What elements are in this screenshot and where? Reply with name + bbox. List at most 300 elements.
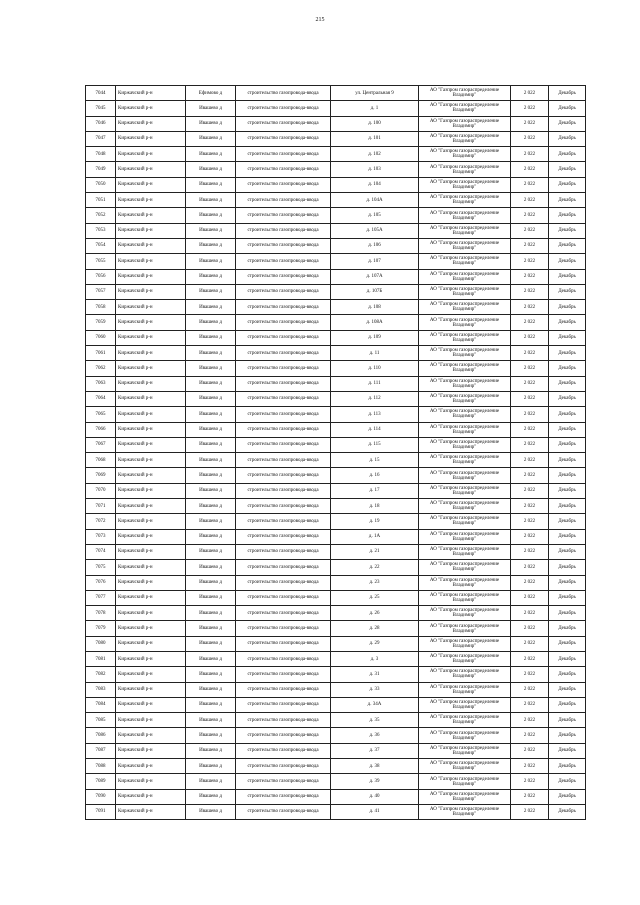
work-type-cell: строительство газопровода-ввода xyxy=(236,529,331,544)
village-cell: Ивашево д xyxy=(186,544,236,559)
village-cell: Ивашево д xyxy=(186,346,236,361)
district-cell: Киржачский р-н xyxy=(116,437,186,452)
work-type-cell: строительство газопровода-ввода xyxy=(236,422,331,437)
district-cell: Киржачский р-н xyxy=(116,514,186,529)
row-number: 7087 xyxy=(86,743,116,758)
work-type-cell: строительство газопровода-ввода xyxy=(236,437,331,452)
table-row xyxy=(86,269,586,284)
village-cell: Ивашево д xyxy=(186,116,236,131)
village-cell: Ивашево д xyxy=(186,667,236,682)
row-number: 7078 xyxy=(86,606,116,621)
village-cell: Ивашево д xyxy=(186,728,236,743)
work-type-cell: строительство газопровода-ввода xyxy=(236,407,331,422)
month-cell: Декабрь xyxy=(549,208,586,223)
address-cell: д. 11 xyxy=(331,346,419,361)
registry-body xyxy=(86,86,586,820)
village-cell: Ивашево д xyxy=(186,177,236,192)
work-type-cell: строительство газопровода-ввода xyxy=(236,284,331,299)
table-row xyxy=(86,346,586,361)
row-number: 7047 xyxy=(86,131,116,146)
address-cell: д. 107 xyxy=(331,254,419,269)
address-cell: д. 107А xyxy=(331,269,419,284)
year-cell: 2 022 xyxy=(511,346,549,361)
table-row xyxy=(86,116,586,131)
organization-cell: АО "Газпром газораспределение Владимир" xyxy=(419,499,511,514)
work-type-cell: строительство газопровода-ввода xyxy=(236,208,331,223)
organization-cell: АО "Газпром газораспределение Владимир" xyxy=(419,606,511,621)
village-cell: Ивашево д xyxy=(186,560,236,575)
row-number: 7058 xyxy=(86,300,116,315)
district-cell: Киржачский р-н xyxy=(116,422,186,437)
address-cell: д. 31 xyxy=(331,667,419,682)
table-row xyxy=(86,774,586,789)
row-number: 7083 xyxy=(86,682,116,697)
address-cell: д. 103 xyxy=(331,162,419,177)
work-type-cell: строительство газопровода-ввода xyxy=(236,483,331,498)
work-type-cell: строительство газопровода-ввода xyxy=(236,759,331,774)
month-cell: Декабрь xyxy=(549,713,586,728)
village-cell: Ивашево д xyxy=(186,223,236,238)
month-cell: Декабрь xyxy=(549,560,586,575)
year-cell: 2 022 xyxy=(511,468,549,483)
organization-cell: АО "Газпром газораспределение Владимир" xyxy=(419,376,511,391)
row-number: 7073 xyxy=(86,529,116,544)
year-cell: 2 022 xyxy=(511,284,549,299)
district-cell: Киржачский р-н xyxy=(116,223,186,238)
row-number: 7045 xyxy=(86,101,116,116)
month-cell: Декабрь xyxy=(549,177,586,192)
table-row xyxy=(86,238,586,253)
village-cell: Ивашево д xyxy=(186,391,236,406)
village-cell: Ивашево д xyxy=(186,759,236,774)
work-type-cell: строительство газопровода-ввода xyxy=(236,116,331,131)
district-cell: Киржачский р-н xyxy=(116,590,186,605)
district-cell: Киржачский р-н xyxy=(116,499,186,514)
district-cell: Киржачский р-н xyxy=(116,636,186,651)
month-cell: Декабрь xyxy=(549,391,586,406)
month-cell: Декабрь xyxy=(549,131,586,146)
row-number: 7088 xyxy=(86,759,116,774)
row-number: 7071 xyxy=(86,499,116,514)
row-number: 7049 xyxy=(86,162,116,177)
address-cell: д. 41 xyxy=(331,804,419,819)
organization-cell: АО "Газпром газораспределение Владимир" xyxy=(419,208,511,223)
year-cell: 2 022 xyxy=(511,636,549,651)
district-cell: Киржачский р-н xyxy=(116,269,186,284)
month-cell: Декабрь xyxy=(549,804,586,819)
address-cell: д. 106 xyxy=(331,238,419,253)
address-cell: д. 19 xyxy=(331,514,419,529)
organization-cell: АО "Газпром газораспределение Владимир" xyxy=(419,483,511,498)
work-type-cell: строительство газопровода-ввода xyxy=(236,514,331,529)
work-type-cell: строительство газопровода-ввода xyxy=(236,713,331,728)
work-type-cell: строительство газопровода-ввода xyxy=(236,131,331,146)
address-cell: д. 112 xyxy=(331,391,419,406)
village-cell: Ивашево д xyxy=(186,606,236,621)
row-number: 7054 xyxy=(86,238,116,253)
row-number: 7085 xyxy=(86,713,116,728)
table-row xyxy=(86,177,586,192)
address-cell: д. 104 xyxy=(331,177,419,192)
village-cell: Ивашево д xyxy=(186,743,236,758)
village-cell: Ивашево д xyxy=(186,697,236,712)
district-cell: Киржачский р-н xyxy=(116,300,186,315)
village-cell: Ивашево д xyxy=(186,330,236,345)
month-cell: Декабрь xyxy=(549,254,586,269)
district-cell: Киржачский р-н xyxy=(116,468,186,483)
work-type-cell: строительство газопровода-ввода xyxy=(236,177,331,192)
district-cell: Киржачский р-н xyxy=(116,606,186,621)
address-cell: д. 105 xyxy=(331,208,419,223)
district-cell: Киржачский р-н xyxy=(116,804,186,819)
village-cell: Ивашево д xyxy=(186,621,236,636)
organization-cell: АО "Газпром газораспределение Владимир" xyxy=(419,743,511,758)
table-row xyxy=(86,193,586,208)
address-cell: д. 104А xyxy=(331,193,419,208)
row-number: 7057 xyxy=(86,284,116,299)
year-cell: 2 022 xyxy=(511,238,549,253)
district-cell: Киржачский р-н xyxy=(116,682,186,697)
village-cell: Ивашево д xyxy=(186,162,236,177)
district-cell: Киржачский р-н xyxy=(116,86,186,101)
month-cell: Декабрь xyxy=(549,544,586,559)
organization-cell: АО "Газпром газораспределение Владимир" xyxy=(419,193,511,208)
year-cell: 2 022 xyxy=(511,544,549,559)
year-cell: 2 022 xyxy=(511,422,549,437)
work-type-cell: строительство газопровода-ввода xyxy=(236,238,331,253)
organization-cell: АО "Газпром газораспределение Владимир" xyxy=(419,177,511,192)
year-cell: 2 022 xyxy=(511,101,549,116)
village-cell: Ивашево д xyxy=(186,651,236,666)
village-cell: Ивашево д xyxy=(186,131,236,146)
month-cell: Декабрь xyxy=(549,407,586,422)
village-cell: Ивашево д xyxy=(186,468,236,483)
row-number: 7067 xyxy=(86,437,116,452)
row-number: 7044 xyxy=(86,86,116,101)
address-cell: д. 22 xyxy=(331,560,419,575)
year-cell: 2 022 xyxy=(511,606,549,621)
table-row xyxy=(86,254,586,269)
village-cell: Ивашево д xyxy=(186,483,236,498)
month-cell: Декабрь xyxy=(549,330,586,345)
organization-cell: АО "Газпром газораспределение Владимир" xyxy=(419,86,511,101)
organization-cell: АО "Газпром газораспределение Владимир" xyxy=(419,621,511,636)
row-number: 7091 xyxy=(86,804,116,819)
village-cell: Ивашево д xyxy=(186,590,236,605)
year-cell: 2 022 xyxy=(511,575,549,590)
month-cell: Декабрь xyxy=(549,422,586,437)
organization-cell: АО "Газпром газораспределение Владимир" xyxy=(419,667,511,682)
organization-cell: АО "Газпром газораспределение Владимир" xyxy=(419,315,511,330)
month-cell: Декабрь xyxy=(549,468,586,483)
organization-cell: АО "Газпром газораспределение Владимир" xyxy=(419,162,511,177)
address-cell: д. 33 xyxy=(331,682,419,697)
year-cell: 2 022 xyxy=(511,453,549,468)
row-number: 7072 xyxy=(86,514,116,529)
table-row xyxy=(86,437,586,452)
organization-cell: АО "Газпром газораспределение Владимир" xyxy=(419,636,511,651)
address-cell: д. 114 xyxy=(331,422,419,437)
work-type-cell: строительство газопровода-ввода xyxy=(236,544,331,559)
work-type-cell: строительство газопровода-ввода xyxy=(236,789,331,804)
table-row xyxy=(86,300,586,315)
district-cell: Киржачский р-н xyxy=(116,697,186,712)
village-cell: Ивашево д xyxy=(186,514,236,529)
address-cell: д. 25 xyxy=(331,590,419,605)
table-row xyxy=(86,361,586,376)
work-type-cell: строительство газопровода-ввода xyxy=(236,682,331,697)
district-cell: Киржачский р-н xyxy=(116,575,186,590)
month-cell: Декабрь xyxy=(549,682,586,697)
year-cell: 2 022 xyxy=(511,116,549,131)
work-type-cell: строительство газопровода-ввода xyxy=(236,651,331,666)
month-cell: Декабрь xyxy=(549,759,586,774)
table-row xyxy=(86,804,586,819)
district-cell: Киржачский р-н xyxy=(116,284,186,299)
organization-cell: АО "Газпром газораспределение Владимир" xyxy=(419,789,511,804)
address-cell: д. 108А xyxy=(331,315,419,330)
row-number: 7089 xyxy=(86,774,116,789)
year-cell: 2 022 xyxy=(511,407,549,422)
district-cell: Киржачский р-н xyxy=(116,743,186,758)
village-cell: Ивашево д xyxy=(186,300,236,315)
month-cell: Декабрь xyxy=(549,101,586,116)
year-cell: 2 022 xyxy=(511,713,549,728)
village-cell: Ивашево д xyxy=(186,101,236,116)
month-cell: Декабрь xyxy=(549,575,586,590)
district-cell: Киржачский р-н xyxy=(116,162,186,177)
organization-cell: АО "Газпром газораспределение Владимир" xyxy=(419,361,511,376)
district-cell: Киржачский р-н xyxy=(116,774,186,789)
organization-cell: АО "Газпром газораспределение Владимир" xyxy=(419,116,511,131)
organization-cell: АО "Газпром газораспределение Владимир" xyxy=(419,407,511,422)
year-cell: 2 022 xyxy=(511,483,549,498)
organization-cell: АО "Газпром газораспределение Владимир" xyxy=(419,254,511,269)
address-cell: д. 109 xyxy=(331,330,419,345)
village-cell: Ивашево д xyxy=(186,575,236,590)
row-number: 7064 xyxy=(86,391,116,406)
district-cell: Киржачский р-н xyxy=(116,131,186,146)
row-number: 7086 xyxy=(86,728,116,743)
table-row xyxy=(86,544,586,559)
address-cell: д. 110 xyxy=(331,361,419,376)
row-number: 7048 xyxy=(86,147,116,162)
village-cell: Ивашево д xyxy=(186,453,236,468)
month-cell: Декабрь xyxy=(549,361,586,376)
table-row xyxy=(86,759,586,774)
year-cell: 2 022 xyxy=(511,361,549,376)
month-cell: Декабрь xyxy=(549,300,586,315)
address-cell: д. 101 xyxy=(331,131,419,146)
organization-cell: АО "Газпром газораспределение Владимир" xyxy=(419,346,511,361)
address-cell: д. 3 xyxy=(331,651,419,666)
work-type-cell: строительство газопровода-ввода xyxy=(236,101,331,116)
table-row xyxy=(86,499,586,514)
organization-cell: АО "Газпром газораспределение Владимир" xyxy=(419,575,511,590)
address-cell: д. 37 xyxy=(331,743,419,758)
table-row xyxy=(86,682,586,697)
village-cell: Ивашево д xyxy=(186,499,236,514)
address-cell: д. 35 xyxy=(331,713,419,728)
address-cell: д. 102 xyxy=(331,147,419,162)
district-cell: Киржачский р-н xyxy=(116,667,186,682)
table-row xyxy=(86,162,586,177)
organization-cell: АО "Газпром газораспределение Владимир" xyxy=(419,391,511,406)
table-row xyxy=(86,147,586,162)
address-cell: д. 1 xyxy=(331,101,419,116)
village-cell: Ивашево д xyxy=(186,713,236,728)
work-type-cell: строительство газопровода-ввода xyxy=(236,315,331,330)
year-cell: 2 022 xyxy=(511,590,549,605)
address-cell: д. 21 xyxy=(331,544,419,559)
village-cell: Ивашево д xyxy=(186,315,236,330)
district-cell: Киржачский р-н xyxy=(116,330,186,345)
year-cell: 2 022 xyxy=(511,437,549,452)
village-cell: Ивашево д xyxy=(186,407,236,422)
district-cell: Киржачский р-н xyxy=(116,116,186,131)
table-row xyxy=(86,86,586,101)
year-cell: 2 022 xyxy=(511,315,549,330)
organization-cell: АО "Газпром газораспределение Владимир" xyxy=(419,453,511,468)
table-row xyxy=(86,453,586,468)
month-cell: Декабрь xyxy=(549,499,586,514)
year-cell: 2 022 xyxy=(511,499,549,514)
year-cell: 2 022 xyxy=(511,208,549,223)
district-cell: Киржачский р-н xyxy=(116,651,186,666)
work-type-cell: строительство газопровода-ввода xyxy=(236,346,331,361)
month-cell: Декабрь xyxy=(549,162,586,177)
row-number: 7069 xyxy=(86,468,116,483)
year-cell: 2 022 xyxy=(511,697,549,712)
month-cell: Декабрь xyxy=(549,86,586,101)
work-type-cell: строительство газопровода-ввода xyxy=(236,269,331,284)
address-cell: д. 113 xyxy=(331,407,419,422)
district-cell: Киржачский р-н xyxy=(116,177,186,192)
table-row xyxy=(86,407,586,422)
table-row xyxy=(86,713,586,728)
month-cell: Декабрь xyxy=(549,728,586,743)
address-cell: д. 100 xyxy=(331,116,419,131)
month-cell: Декабрь xyxy=(549,789,586,804)
month-cell: Декабрь xyxy=(549,514,586,529)
year-cell: 2 022 xyxy=(511,376,549,391)
table-row xyxy=(86,422,586,437)
address-cell: д. 115 xyxy=(331,437,419,452)
address-cell: д. 17 xyxy=(331,483,419,498)
district-cell: Киржачский р-н xyxy=(116,193,186,208)
address-cell: д. 38 xyxy=(331,759,419,774)
table-row xyxy=(86,621,586,636)
work-type-cell: строительство газопровода-ввода xyxy=(236,376,331,391)
village-cell: Ивашево д xyxy=(186,422,236,437)
village-cell: Ивашево д xyxy=(186,254,236,269)
table-row xyxy=(86,376,586,391)
month-cell: Декабрь xyxy=(549,606,586,621)
table-row xyxy=(86,728,586,743)
organization-cell: АО "Газпром газораспределение Владимир" xyxy=(419,422,511,437)
year-cell: 2 022 xyxy=(511,743,549,758)
organization-cell: АО "Газпром газораспределение Владимир" xyxy=(419,284,511,299)
district-cell: Киржачский р-н xyxy=(116,254,186,269)
organization-cell: АО "Газпром газораспределение Владимир" xyxy=(419,131,511,146)
year-cell: 2 022 xyxy=(511,759,549,774)
address-cell: д. 105А xyxy=(331,223,419,238)
row-number: 7084 xyxy=(86,697,116,712)
month-cell: Декабрь xyxy=(549,147,586,162)
table-row xyxy=(86,131,586,146)
month-cell: Декабрь xyxy=(549,667,586,682)
month-cell: Декабрь xyxy=(549,774,586,789)
year-cell: 2 022 xyxy=(511,651,549,666)
table-row xyxy=(86,636,586,651)
row-number: 7046 xyxy=(86,116,116,131)
address-cell: д. 39 xyxy=(331,774,419,789)
organization-cell: АО "Газпром газораспределение Владимир" xyxy=(419,544,511,559)
organization-cell: АО "Газпром газораспределение Владимир" xyxy=(419,529,511,544)
table-row xyxy=(86,391,586,406)
work-type-cell: строительство газопровода-ввода xyxy=(236,86,331,101)
work-type-cell: строительство газопровода-ввода xyxy=(236,621,331,636)
address-cell: д. 16 xyxy=(331,468,419,483)
district-cell: Киржачский р-н xyxy=(116,453,186,468)
month-cell: Декабрь xyxy=(549,697,586,712)
year-cell: 2 022 xyxy=(511,147,549,162)
work-type-cell: строительство газопровода-ввода xyxy=(236,575,331,590)
village-cell: Ивашево д xyxy=(186,269,236,284)
year-cell: 2 022 xyxy=(511,162,549,177)
work-type-cell: строительство газопровода-ввода xyxy=(236,147,331,162)
organization-cell: АО "Газпром газораспределение Владимир" xyxy=(419,651,511,666)
row-number: 7068 xyxy=(86,453,116,468)
month-cell: Декабрь xyxy=(549,346,586,361)
district-cell: Киржачский р-н xyxy=(116,529,186,544)
village-cell: Ивашево д xyxy=(186,361,236,376)
year-cell: 2 022 xyxy=(511,514,549,529)
work-type-cell: строительство газопровода-ввода xyxy=(236,391,331,406)
organization-cell: АО "Газпром газораспределение Владимир" xyxy=(419,437,511,452)
row-number: 7074 xyxy=(86,544,116,559)
work-type-cell: строительство газопровода-ввода xyxy=(236,743,331,758)
row-number: 7077 xyxy=(86,590,116,605)
organization-cell: АО "Газпром газораспределение Владимир" xyxy=(419,590,511,605)
village-cell: Ивашево д xyxy=(186,682,236,697)
month-cell: Декабрь xyxy=(549,743,586,758)
district-cell: Киржачский р-н xyxy=(116,147,186,162)
row-number: 7090 xyxy=(86,789,116,804)
address-cell: д. 40 xyxy=(331,789,419,804)
address-cell: д. 29 xyxy=(331,636,419,651)
month-cell: Декабрь xyxy=(549,238,586,253)
table-row xyxy=(86,284,586,299)
work-type-cell: строительство газопровода-ввода xyxy=(236,774,331,789)
village-cell: Ивашево д xyxy=(186,238,236,253)
row-number: 7070 xyxy=(86,483,116,498)
table-row xyxy=(86,330,586,345)
organization-cell: АО "Газпром газораспределение Владимир" xyxy=(419,759,511,774)
row-number: 7079 xyxy=(86,621,116,636)
row-number: 7061 xyxy=(86,346,116,361)
work-type-cell: строительство газопровода-ввода xyxy=(236,804,331,819)
organization-cell: АО "Газпром газораспределение Владимир" xyxy=(419,804,511,819)
work-type-cell: строительство газопровода-ввода xyxy=(236,636,331,651)
district-cell: Киржачский р-н xyxy=(116,789,186,804)
organization-cell: АО "Газпром газораспределение Владимир" xyxy=(419,697,511,712)
month-cell: Декабрь xyxy=(549,315,586,330)
year-cell: 2 022 xyxy=(511,804,549,819)
month-cell: Декабрь xyxy=(549,621,586,636)
table-row xyxy=(86,468,586,483)
row-number: 7062 xyxy=(86,361,116,376)
